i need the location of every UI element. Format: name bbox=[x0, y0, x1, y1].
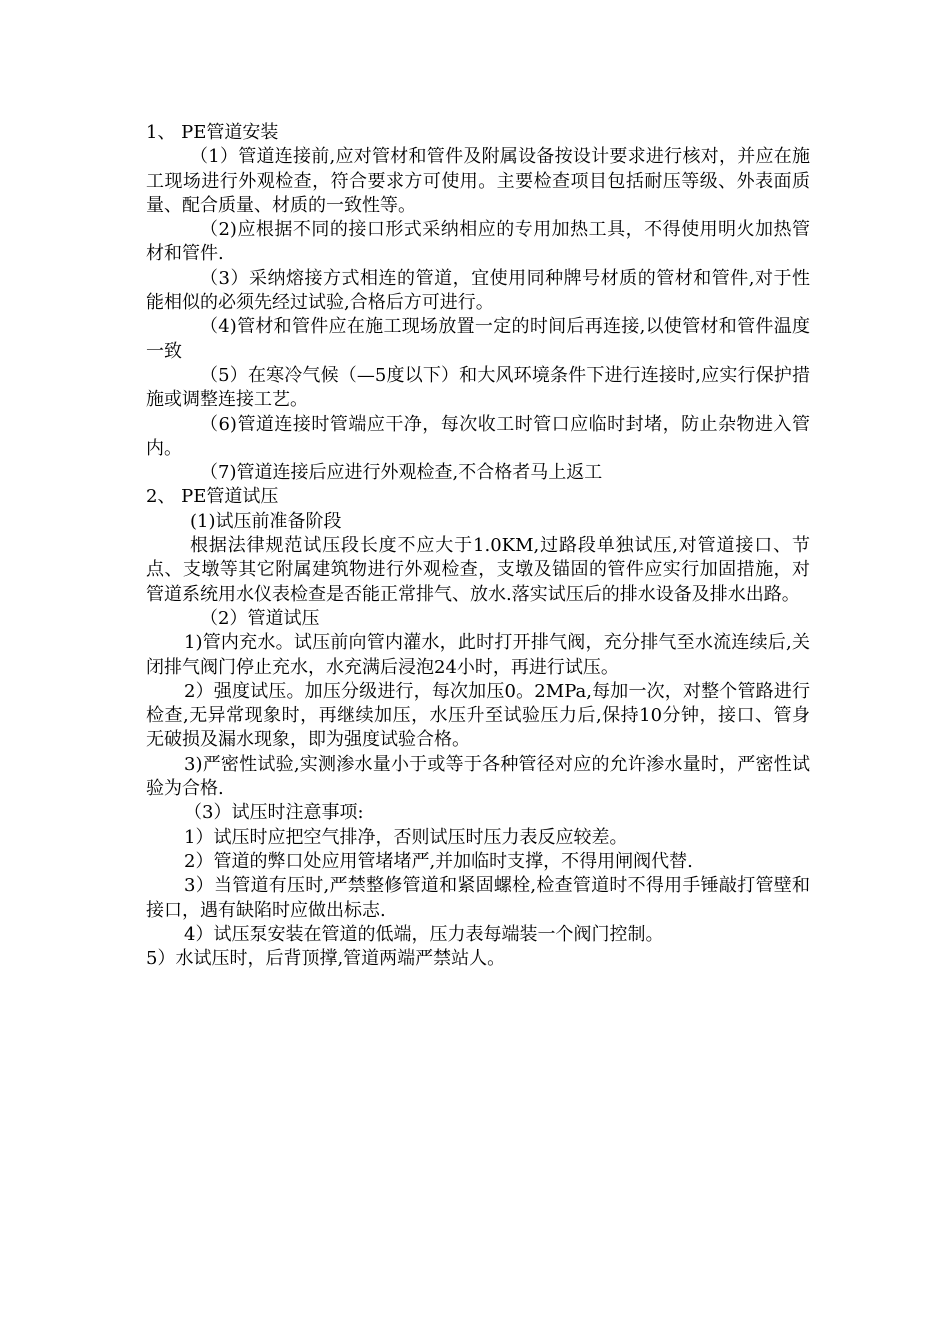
section-1-paragraph-2: （2)应根据不同的接口形式采纳相应的专用加热工具，不得使用明火加热管材和管件. bbox=[146, 219, 810, 265]
section-1-paragraph-3: （3）采纳熔接方式相连的管道，宜使用同种牌号材质的管材和管件,对于性能相似的必须先经过试验,合格后方可进行。 bbox=[146, 267, 810, 314]
subsection-3-title: （3）试压时注意事项: bbox=[184, 802, 364, 824]
subsection-3-item-3: 3）当管道有压时,严禁整修管道和紧固螺栓,检查管道时不得用手锤敲打管壁和接口，遇有缺陷时应做出标志. bbox=[146, 875, 810, 921]
section-1-paragraph-5: （5）在寒冷气候（—5度以下）和大风环境条件下进行连接时,应实行保护措施或调整连接工艺。 bbox=[146, 364, 810, 411]
section-2-heading: 2、 PE管道试压 bbox=[146, 486, 279, 508]
subsection-2-item-1: 1)管内充水。试压前向管内灌水，此时打开排气阀，充分排气至水流连续后,关闭排气阀门停止充水，水充满后浸泡24小时，再进行试压。 bbox=[146, 632, 810, 678]
subsection-3-item-2: 2）管道的弊口处应用管堵堵严,并加临时支撑，不得用闸阀代替. bbox=[184, 850, 693, 872]
subsection-1-text: 根据法律规范试压段长度不应大于1.0KM,过路段单独试压,对管道接口、节点、支墩等其它附属建筑物进行外观检查，支墩及锚固的管件应实行加固措施，对管道系统用水仪表检查是否能正常排气、放水.落实试压后的排水设备及排水出路。 bbox=[146, 535, 810, 605]
section-1-heading: 1、 PE管道安装 bbox=[146, 122, 279, 143]
subsection-2-item-3: 3)严密性试验,实测渗水量小于或等于各种管径对应的允许渗水量时，严密性试验为合格. bbox=[146, 753, 810, 800]
section-1-paragraph-7: （7)管道连接后应进行外观检查,不合格者马上返工 bbox=[200, 462, 603, 484]
section-1-paragraph-1: （1）管道连接前,应对管材和管件及附属设备按设计要求进行核对，并应在施工现场进行外观检查，符合要求方可使用。主要检查项目包括耐压等级、外表面质量、配合质量、材质的一致性等。 bbox=[146, 146, 810, 216]
subsection-2-title: （2）管道试压 bbox=[200, 607, 320, 629]
section-1-paragraph-4: （4)管材和管件应在施工现场放置一定的时间后再连接,以使管材和管件温度一致 bbox=[146, 316, 810, 362]
subsection-1-title: (1)试压前准备阶段 bbox=[190, 510, 342, 532]
document-body bbox=[146, 121, 810, 971]
subsection-3-item-4: 4）试压泵安装在管道的低端，压力表每端装一个阀门控制。 bbox=[184, 923, 664, 945]
subsection-3-item-1: 1）试压时应把空气排净，否则试压时压力表反应较差。 bbox=[184, 826, 628, 848]
subsection-2-item-2: 2）强度试压。加压分级进行，每次加压0。2MPa,每加一次，对整个管路进行检查,无异常现象时，再继续加压，水压升至试验压力后,保持10分钟，接口、管身无破损及漏水现象，即为强度试验合格。 bbox=[146, 680, 810, 751]
section-1-paragraph-6: （6)管道连接时管端应干净，每次收工时管口应临时封堵，防止杂物进入管内。 bbox=[146, 413, 810, 459]
subsection-3-item-5: 5）水试压时，后背顶撑,管道两端严禁站人。 bbox=[146, 948, 506, 970]
